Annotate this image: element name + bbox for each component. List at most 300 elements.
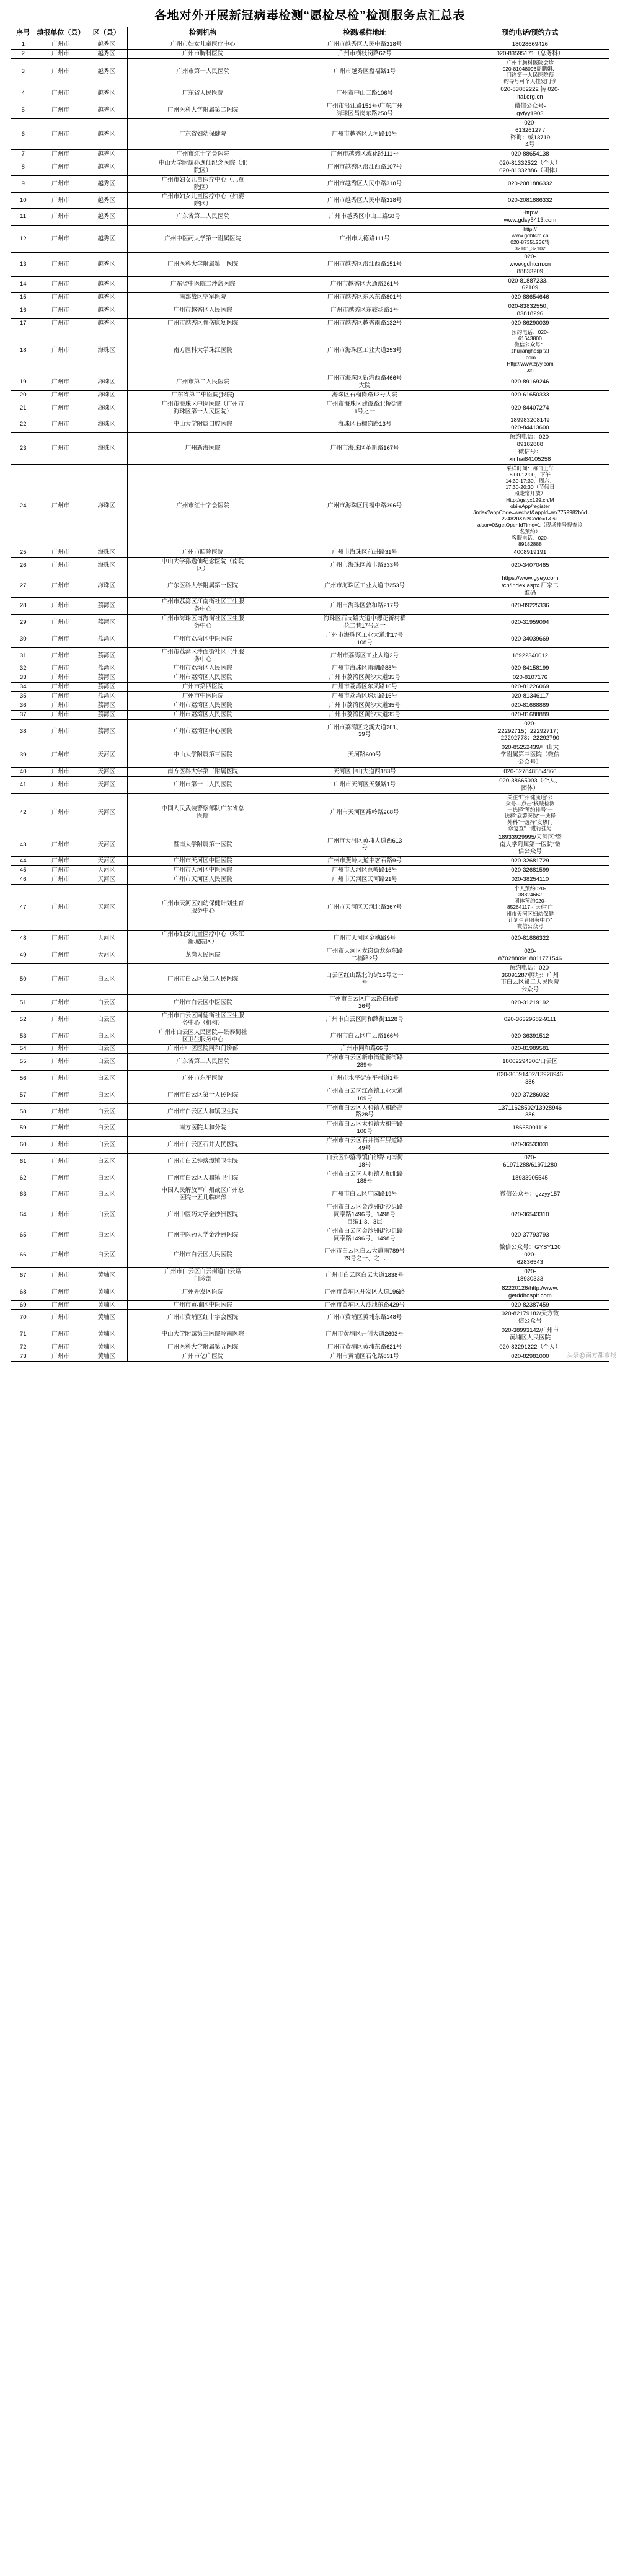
row-booking: 020-83832550、 83818296 <box>451 302 609 319</box>
row-reporting-unit: 广州市 <box>35 683 86 692</box>
row-district: 白云区 <box>86 1028 127 1045</box>
table-row <box>11 276 609 293</box>
row-reporting-unit: 广州市 <box>35 433 86 465</box>
row-index: 20 <box>11 390 35 400</box>
row-reporting-unit: 广州市 <box>35 710 86 719</box>
row-institution: 广州市荔湾区中心医院 <box>127 719 278 743</box>
row-institution: 广州市天河区妇幼保健计划生育 服务中心 <box>127 884 278 930</box>
table-row <box>11 49 609 58</box>
table-row <box>11 615 609 631</box>
row-district: 黄埔区 <box>86 1310 127 1326</box>
row-booking: 020-36329682-9111 <box>451 1011 609 1028</box>
row-index: 1 <box>11 40 35 49</box>
row-address: 广州市越秀区人民中路318号 <box>278 175 451 192</box>
row-institution: 南方医科大学珠江医院 <box>127 328 278 374</box>
row-address: 广州市荔湾区黄沙大道35号 <box>278 710 451 719</box>
table-row <box>11 1203 609 1227</box>
row-booking: 18922340012 <box>451 647 609 664</box>
row-institution: 广州市越秀区人民医院 <box>127 302 278 319</box>
row-address: 天河路600号 <box>278 743 451 768</box>
row-index: 21 <box>11 400 35 416</box>
table-row <box>11 631 609 647</box>
row-address: 广州市荔湾区龙溪大道261、 39号 <box>278 719 451 743</box>
row-institution: 广州市白云区白云街道白云路 门诊部 <box>127 1268 278 1284</box>
row-booking: Http:// www.gdsy5413.com <box>451 209 609 226</box>
table-row <box>11 743 609 768</box>
row-index: 48 <box>11 931 35 947</box>
table-row <box>11 963 609 995</box>
row-district: 越秀区 <box>86 276 127 293</box>
row-index: 18 <box>11 328 35 374</box>
row-institution: 暨南大学附属第一医院 <box>127 833 278 857</box>
row-district: 越秀区 <box>86 49 127 58</box>
row-reporting-unit: 广州市 <box>35 558 86 574</box>
table-body <box>11 40 609 1361</box>
row-booking: 微信公众号- gyfyy1903 <box>451 102 609 119</box>
row-booking: 020-89169246 <box>451 374 609 391</box>
row-booking: 020-34039669 <box>451 631 609 647</box>
row-institution: 广州市白云区人民医院—景泰街社 区卫生服务中心 <box>127 1028 278 1045</box>
table-row <box>11 1011 609 1028</box>
col-address: 检测/采样地址 <box>278 27 451 40</box>
row-institution: 广州市荔湾区沙面街社区卫生服 务中心 <box>127 647 278 664</box>
row-district: 白云区 <box>86 1071 127 1087</box>
table-row <box>11 209 609 226</box>
row-index: 40 <box>11 767 35 776</box>
row-index: 32 <box>11 664 35 673</box>
table-row <box>11 85 609 102</box>
row-index: 25 <box>11 548 35 558</box>
row-district: 海珠区 <box>86 400 127 416</box>
table-row <box>11 302 609 319</box>
row-institution: 广东省第二人民医院 <box>127 209 278 226</box>
table-row <box>11 719 609 743</box>
row-index: 55 <box>11 1054 35 1071</box>
row-district: 黄埔区 <box>86 1284 127 1300</box>
row-address: 广州市越秀区沿江西路107号 <box>278 159 451 176</box>
row-booking: 个人预约020- 38824662 团体预约020- 85264117／天往“广 州市天河区妇幼保健 计划生育服务中心” 微信公众号 <box>451 884 609 930</box>
row-address: 天河区中山大道西183号 <box>278 767 451 776</box>
row-district: 天河区 <box>86 931 127 947</box>
row-reporting-unit: 广州市 <box>35 884 86 930</box>
row-booking: 020-85252439/中山大 学附属第三医院（微信 公众号） <box>451 743 609 768</box>
row-reporting-unit: 广州市 <box>35 1028 86 1045</box>
row-booking: 18933905545 <box>451 1170 609 1186</box>
row-booking: 18002294306/白云区 <box>451 1054 609 1071</box>
table-row <box>11 1045 609 1054</box>
row-institution: 广州市天河区人民医院 <box>127 875 278 885</box>
row-booking: 020-37286032 <box>451 1087 609 1103</box>
row-index: 33 <box>11 673 35 683</box>
row-institution: 广州医科大学附属第五医院 <box>127 1343 278 1352</box>
table-row <box>11 159 609 176</box>
row-index: 46 <box>11 875 35 885</box>
row-index: 56 <box>11 1071 35 1087</box>
row-address: 广州市越秀区东风东路801号 <box>278 293 451 302</box>
row-district: 白云区 <box>86 1153 127 1170</box>
row-reporting-unit: 广州市 <box>35 701 86 710</box>
row-district: 白云区 <box>86 1227 127 1243</box>
row-reporting-unit: 广州市 <box>35 1120 86 1137</box>
row-booking: 020-88654646 <box>451 293 609 302</box>
row-index: 64 <box>11 1203 35 1227</box>
row-index: 4 <box>11 85 35 102</box>
row-district: 天河区 <box>86 776 127 793</box>
row-address: 广州市黄埔区开创大道2693号 <box>278 1326 451 1343</box>
row-institution: 广州市越秀区骨伤康复医院 <box>127 318 278 328</box>
row-reporting-unit: 广州市 <box>35 85 86 102</box>
row-booking: 020-82179182/天方微 信公众号 <box>451 1310 609 1326</box>
row-index: 37 <box>11 710 35 719</box>
row-district: 黄埔区 <box>86 1300 127 1310</box>
row-address: 广州市越秀区越秀南路132号 <box>278 318 451 328</box>
row-booking: 020-36591402/13928946 386 <box>451 1071 609 1087</box>
row-index: 19 <box>11 374 35 391</box>
table-row <box>11 118 609 150</box>
row-reporting-unit: 广州市 <box>35 1137 86 1154</box>
row-reporting-unit: 广州市 <box>35 615 86 631</box>
row-reporting-unit: 广州市 <box>35 866 86 875</box>
col-institution: 检测机构 <box>127 27 278 40</box>
row-address: 广州市荔湾区黄沙大道35号 <box>278 673 451 683</box>
table-row <box>11 1120 609 1137</box>
row-booking: 微信公众号：gzzyy157 <box>451 1186 609 1203</box>
row-address: 广州市水平街东平村道1号 <box>278 1071 451 1087</box>
row-booking: 020-82291222（个人） <box>451 1343 609 1352</box>
col-booking: 预约电话/预约方式 <box>451 27 609 40</box>
row-institution: 广州市黄埔区中医医院 <box>127 1300 278 1310</box>
row-district: 白云区 <box>86 995 127 1012</box>
row-reporting-unit: 广州市 <box>35 1186 86 1203</box>
row-address: 海珠区石榴岗路13号大院 <box>278 390 451 400</box>
table-row <box>11 328 609 374</box>
row-address: 广州市黄埔区黄埔东路148号 <box>278 1310 451 1326</box>
row-institution: 广东省妇幼保健院 <box>127 118 278 150</box>
table-row <box>11 574 609 598</box>
row-index: 50 <box>11 963 35 995</box>
row-district: 荔湾区 <box>86 664 127 673</box>
table-row <box>11 1268 609 1284</box>
row-index: 9 <box>11 175 35 192</box>
row-booking: 020-38993142/广州市 黄埔区人民医院 <box>451 1326 609 1343</box>
row-institution: 广州市天河区中医医院 <box>127 857 278 866</box>
table-row <box>11 1071 609 1087</box>
row-address: 广州市大德路111号 <box>278 226 451 253</box>
row-institution: 广州市红十字会医院 <box>127 150 278 159</box>
row-reporting-unit: 广州市 <box>35 963 86 995</box>
row-index: 39 <box>11 743 35 768</box>
row-institution: 广州医科大学附属第一医院 <box>127 252 278 276</box>
row-booking: 020-88654138 <box>451 150 609 159</box>
row-institution: 广州市昭除医院 <box>127 548 278 558</box>
row-index: 8 <box>11 159 35 176</box>
table-row <box>11 683 609 692</box>
row-district: 越秀区 <box>86 252 127 276</box>
row-address: 广州市荔湾区工业大道2号 <box>278 647 451 664</box>
row-booking: 020-84158199 <box>451 664 609 673</box>
row-address: 广州市越秀区中山二路58号 <box>278 209 451 226</box>
row-index: 36 <box>11 701 35 710</box>
row-reporting-unit: 广州市 <box>35 374 86 391</box>
row-booking: https://www.gyey.com /cn/index.aspx 厂家二 维码 <box>451 574 609 598</box>
row-address: 广州市海珠区工业大道253号 <box>278 328 451 374</box>
row-booking: 020-32681599 <box>451 866 609 875</box>
row-booking: 020-2081886332 <box>451 192 609 209</box>
row-booking: 189983208149 020-84413600 <box>451 416 609 433</box>
row-index: 67 <box>11 1268 35 1284</box>
row-institution: 中山大学附属第三医院岭南医院 <box>127 1326 278 1343</box>
row-address: 广州市横枝岗路62号 <box>278 49 451 58</box>
row-reporting-unit: 广州市 <box>35 102 86 119</box>
row-district: 荔湾区 <box>86 710 127 719</box>
row-institution: 广州开发区医院 <box>127 1284 278 1300</box>
row-booking: 020-36543310 <box>451 1203 609 1227</box>
row-district: 白云区 <box>86 1087 127 1103</box>
row-address: 广州市海珠区同福中路396号 <box>278 464 451 548</box>
row-district: 荔湾区 <box>86 631 127 647</box>
row-reporting-unit: 广州市 <box>35 692 86 701</box>
row-institution: 中山大学附属孙逸仙纪念医院（北 院区） <box>127 159 278 176</box>
row-district: 越秀区 <box>86 85 127 102</box>
row-district: 荔湾区 <box>86 647 127 664</box>
row-institution: 广州市白云区第一人民医院 <box>127 1087 278 1103</box>
row-institution: 中山大学附属口腔医院 <box>127 416 278 433</box>
row-index: 22 <box>11 416 35 433</box>
row-district: 白云区 <box>86 1186 127 1203</box>
row-reporting-unit: 广州市 <box>35 118 86 150</box>
table-row <box>11 558 609 574</box>
row-reporting-unit: 广州市 <box>35 995 86 1012</box>
row-booking: 020-81688889 <box>451 710 609 719</box>
row-booking: 020-81989581 <box>451 1045 609 1054</box>
row-reporting-unit: 广州市 <box>35 793 86 833</box>
row-district: 海珠区 <box>86 390 127 400</box>
row-index: 14 <box>11 276 35 293</box>
row-address: 广州市海珠区南湖路88号 <box>278 664 451 673</box>
row-district: 越秀区 <box>86 150 127 159</box>
table-row <box>11 1087 609 1103</box>
row-booking: 020- 18930333 <box>451 1268 609 1284</box>
row-district: 天河区 <box>86 743 127 768</box>
row-institution: 南部战区空军医院 <box>127 293 278 302</box>
row-address: 广州市白云区人和镇大和路高 路28号 <box>278 1103 451 1120</box>
row-institution: 广州市白云区人和镇卫生院 <box>127 1170 278 1186</box>
row-address: 广州市中山二路106号 <box>278 85 451 102</box>
page-title: 各地对外开展新冠病毒检测“愿检尽检”检测服务点汇总表 <box>154 9 466 22</box>
row-district: 越秀区 <box>86 102 127 119</box>
row-index: 62 <box>11 1170 35 1186</box>
row-booking: 020-31959094 <box>451 615 609 631</box>
row-district: 海珠区 <box>86 416 127 433</box>
row-institution: 广州市第四医院 <box>127 683 278 692</box>
row-address: 广州市天河区黄埔大道西613 号 <box>278 833 451 857</box>
row-reporting-unit: 广州市 <box>35 833 86 857</box>
row-institution: 广州市第二人民医院 <box>127 374 278 391</box>
row-institution: 广东省中医院二沙岛医院 <box>127 276 278 293</box>
row-reporting-unit: 广州市 <box>35 1268 86 1284</box>
row-booking: 020-38254110 <box>451 875 609 885</box>
row-institution: 广州市天河区中医医院 <box>127 866 278 875</box>
row-index: 26 <box>11 558 35 574</box>
row-district: 荔湾区 <box>86 719 127 743</box>
row-reporting-unit: 广州市 <box>35 150 86 159</box>
row-institution: 广州新海医院 <box>127 433 278 465</box>
row-reporting-unit: 广州市 <box>35 1243 86 1268</box>
row-booking: 4008919191 <box>451 548 609 558</box>
row-booking: 020-8107176 <box>451 673 609 683</box>
row-institution: 广州中医药大学金沙洲医院 <box>127 1227 278 1243</box>
row-address: 广州市荔湾区珠玑路16号 <box>278 692 451 701</box>
row-district: 海珠区 <box>86 548 127 558</box>
row-reporting-unit: 广州市 <box>35 1300 86 1310</box>
row-address: 广州市天河区龙岗街龙苑东路 二楠路2号 <box>278 947 451 963</box>
row-index: 16 <box>11 302 35 319</box>
row-reporting-unit: 广州市 <box>35 647 86 664</box>
table-row <box>11 1186 609 1203</box>
row-district: 天河区 <box>86 884 127 930</box>
row-reporting-unit: 广州市 <box>35 1170 86 1186</box>
row-district: 天河区 <box>86 866 127 875</box>
row-district: 白云区 <box>86 1054 127 1071</box>
row-institution: 南方医科大学第三附属医院 <box>127 767 278 776</box>
row-address: 白云区钟落潭镇白沙路向南街 18号 <box>278 1153 451 1170</box>
row-institution: 龙岗人民医院 <box>127 947 278 963</box>
row-reporting-unit: 广州市 <box>35 1310 86 1326</box>
row-institution: 广州市亿广医院 <box>127 1352 278 1361</box>
row-booking: 020- 61326127 / 咨询：或13719 4号 <box>451 118 609 150</box>
row-address: 广州市越秀区天河路19号 <box>278 118 451 150</box>
row-district: 天河区 <box>86 947 127 963</box>
row-index: 60 <box>11 1137 35 1154</box>
row-reporting-unit: 广州市 <box>35 574 86 598</box>
row-reporting-unit: 广州市 <box>35 1343 86 1352</box>
table-row <box>11 692 609 701</box>
row-address: 广州市白云区新市街道新街路 289号 <box>278 1054 451 1071</box>
row-address: 广州市沿江路151号/广东广州 海珠区昌岗东路250号 <box>278 102 451 119</box>
row-institution: 广州市妇女儿童医疗中心（妇婴 院区） <box>127 192 278 209</box>
table-row <box>11 192 609 209</box>
row-reporting-unit: 广州市 <box>35 400 86 416</box>
row-reporting-unit: 广州市 <box>35 49 86 58</box>
row-booking: 020-82981000 <box>451 1352 609 1361</box>
row-reporting-unit: 广州市 <box>35 598 86 615</box>
row-booking: 020-81332522（个人） 020-81332886（团体） <box>451 159 609 176</box>
row-institution: 广州市荔湾区江南街社区卫生服 务中心 <box>127 598 278 615</box>
row-address: 广州市海珠区工业大道北17号 108号 <box>278 631 451 647</box>
row-booking: 020-83882222 转 020- ital.org.cn <box>451 85 609 102</box>
row-district: 越秀区 <box>86 302 127 319</box>
row-address: 广州市荔湾区东风路16号 <box>278 683 451 692</box>
row-institution: 广州市荔湾区人民医院 <box>127 710 278 719</box>
table-row <box>11 175 609 192</box>
row-index: 6 <box>11 118 35 150</box>
row-institution: 广州市荔湾区人民医院 <box>127 701 278 710</box>
row-address: 广州市越秀区大通路261号 <box>278 276 451 293</box>
row-address: 广州市白云区人和镇人和北路 188号 <box>278 1170 451 1186</box>
row-address: 广州市越秀区流花路111号 <box>278 150 451 159</box>
row-institution: 广州市第一人民医院 <box>127 58 278 85</box>
row-address: 广州市白云区白云大道南789号 79号之一、之二 <box>278 1243 451 1268</box>
row-booking: 020- 22292715；22292717； 22292778；22292790 <box>451 719 609 743</box>
row-booking: 18028669426 <box>451 40 609 49</box>
row-reporting-unit: 广州市 <box>35 1045 86 1054</box>
row-address: 广州市黄埔区大沙地东路429号 <box>278 1300 451 1310</box>
row-reporting-unit: 广州市 <box>35 875 86 885</box>
row-address: 广州市越秀区盘福路1号 <box>278 58 451 85</box>
row-institution: 广州市妇女儿童医疗中心（儿童 院区） <box>127 175 278 192</box>
table-row <box>11 400 609 416</box>
table-row <box>11 833 609 857</box>
row-index: 68 <box>11 1284 35 1300</box>
row-district: 白云区 <box>86 1120 127 1137</box>
row-address: 广州市白云区广园路19号 <box>278 1186 451 1203</box>
table-row <box>11 875 609 885</box>
row-reporting-unit: 广州市 <box>35 664 86 673</box>
row-index: 45 <box>11 866 35 875</box>
row-booking: 020- 61971288/61971280 <box>451 1153 609 1170</box>
row-reporting-unit: 广州市 <box>35 1103 86 1120</box>
row-address: 广州市海珠区盖丰路333号 <box>278 558 451 574</box>
table-row <box>11 1137 609 1154</box>
table-header-row <box>11 27 609 40</box>
table-row <box>11 1028 609 1045</box>
table-row <box>11 390 609 400</box>
row-institution: 广州市妇女儿童医疗中心（珠江 新城院区） <box>127 931 278 947</box>
row-index: 61 <box>11 1153 35 1170</box>
table-row <box>11 226 609 253</box>
row-reporting-unit: 广州市 <box>35 857 86 866</box>
row-district: 白云区 <box>86 1203 127 1227</box>
row-institution: 广州市荔湾区中医医院 <box>127 631 278 647</box>
row-reporting-unit: 广州市 <box>35 1203 86 1227</box>
row-address: 广州市天河区天河北路367号 <box>278 884 451 930</box>
row-institution: 广州市白云区人民医院 <box>127 1243 278 1268</box>
row-reporting-unit: 广州市 <box>35 328 86 374</box>
row-index: 66 <box>11 1243 35 1268</box>
row-booking: 020-62784858/4866 <box>451 767 609 776</box>
row-address: 广州市海珠区革新路167号 <box>278 433 451 465</box>
row-reporting-unit: 广州市 <box>35 390 86 400</box>
table-row <box>11 58 609 85</box>
row-institution: 广州市第十二人民医院 <box>127 776 278 793</box>
row-address: 广州市天河区金穗路9号 <box>278 931 451 947</box>
table-row <box>11 866 609 875</box>
row-booking: 020-81688889 <box>451 701 609 710</box>
row-district: 黄埔区 <box>86 1268 127 1284</box>
table-row <box>11 710 609 719</box>
row-address: 广州市白云区广云路166号 <box>278 1028 451 1045</box>
row-address: 广州市天河区天强路1号 <box>278 776 451 793</box>
row-index: 69 <box>11 1300 35 1310</box>
row-index: 53 <box>11 1028 35 1045</box>
row-booking: 020-86290039 <box>451 318 609 328</box>
row-district: 荔湾区 <box>86 598 127 615</box>
row-institution: 广州市荔湾区人民医院 <box>127 673 278 683</box>
row-institution: 广东省第二中医院(我院) <box>127 390 278 400</box>
table-row <box>11 102 609 119</box>
row-district: 海珠区 <box>86 464 127 548</box>
row-address: 广州市白云区太和镇大和中路 106号 <box>278 1120 451 1137</box>
row-index: 41 <box>11 776 35 793</box>
row-district: 荔湾区 <box>86 701 127 710</box>
row-index: 11 <box>11 209 35 226</box>
row-address: 广州市越秀区沿江西路151号 <box>278 252 451 276</box>
row-district: 白云区 <box>86 1243 127 1268</box>
row-index: 57 <box>11 1087 35 1103</box>
table-row <box>11 701 609 710</box>
row-index: 54 <box>11 1045 35 1054</box>
row-address: 广州市白云区江高镇工业大道 109号 <box>278 1087 451 1103</box>
